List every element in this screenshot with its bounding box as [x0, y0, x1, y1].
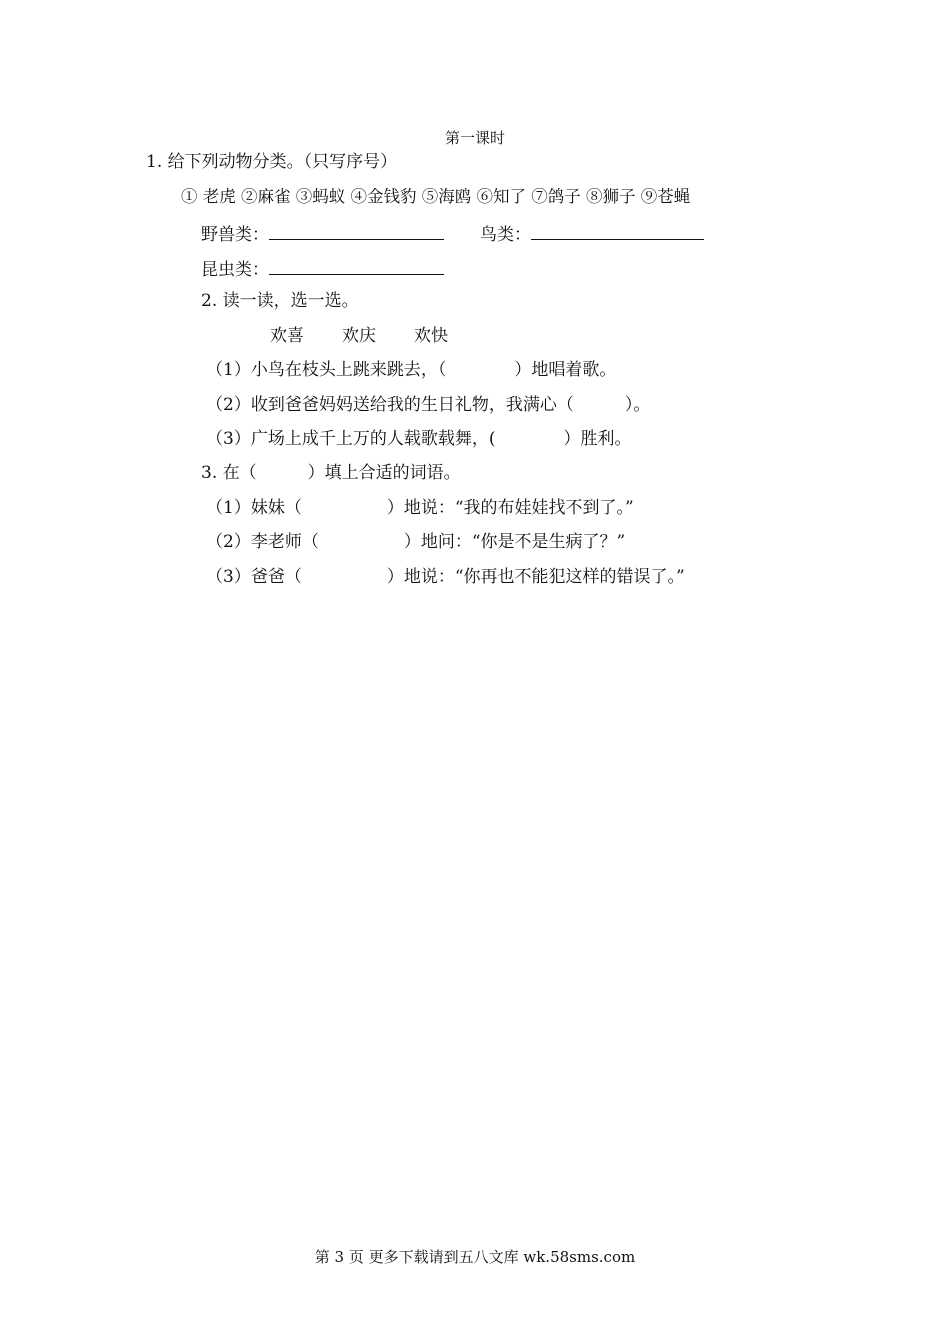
- animal-list: ① 老虎 ②麻雀 ③蚂蚁 ④金钱豹 ⑤海鸥 ⑥知了 ⑦鸽子 ⑧狮子 ⑨苍蝇: [181, 187, 691, 206]
- beasts-blank[interactable]: [269, 221, 444, 240]
- lesson-title: 第一课时: [444, 129, 505, 147]
- q3-item-1: （1）妹妹（ ）地说：“我的布娃娃找不到了。”: [206, 498, 634, 518]
- beasts-label: 野兽类：: [201, 225, 269, 245]
- birds-row: [480, 221, 704, 246]
- question-1-prompt: 1. 给下列动物分类。（只写序号）: [146, 152, 398, 172]
- insects-label: 昆虫类：: [201, 260, 269, 280]
- q2-item-3: （3）广场上成千上万的人载歌载舞，( ）胜利。: [206, 429, 632, 449]
- question-3-prompt: 3. 在（ ）填上合适的词语。: [201, 463, 461, 483]
- beasts-row: [201, 221, 444, 246]
- q3-item-3: （3）爸爸（ ）地说：“你再也不能犯这样的错误了。”: [206, 567, 685, 587]
- birds-blank[interactable]: [531, 221, 704, 240]
- word-choice: 欢快: [414, 326, 448, 346]
- insects-row: [201, 256, 444, 281]
- word-choice: 欢喜: [270, 326, 304, 346]
- birds-label: 鸟类：: [480, 225, 531, 245]
- word-choices: [270, 325, 486, 347]
- q2-item-1: （1）小鸟在枝头上跳来跳去，（ ）地唱着歌。: [206, 360, 617, 380]
- q3-item-2: （2）李老师（ ）地问：“你是不是生病了？”: [206, 532, 626, 552]
- q2-item-2: （2）收到爸爸妈妈送给我的生日礼物，我满心（ ）。: [206, 395, 651, 415]
- insects-blank[interactable]: [269, 256, 444, 275]
- question-2-prompt: 2. 读一读，选一选。: [201, 291, 359, 311]
- word-choice: 欢庆: [342, 326, 376, 346]
- page-footer: 第 3 页 更多下载请到五八文库 wk.58sms.com: [314, 1248, 636, 1266]
